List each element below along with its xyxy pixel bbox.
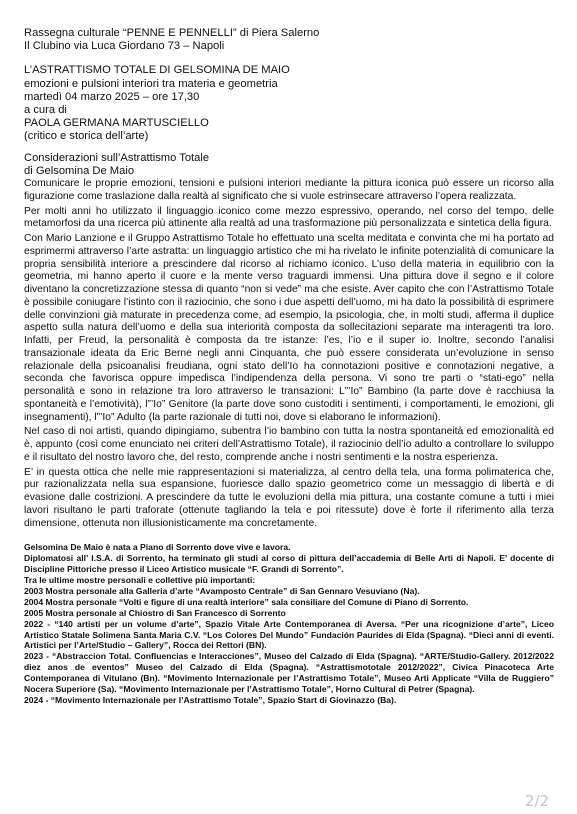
essay-paragraph: Nel caso di noi artisti, quando dipingiamo, subentra l’io bambino con tutta la nostra spontaneità ed emozionalità ed è, appunto (così come enunciato nei criteri dell’Astrattismo Totale), il raziocinio dell’io adulto a controllare lo sviluppo e il risultato del nostro lavoro che, del resto, comprende anche i nostri sentimenti e la nostra esperienza. (24, 426, 554, 463)
bio-line: Tra le ultime mostre personali e collettive più importanti: (24, 575, 256, 585)
essay-paragraph: Con Mario Lanzione e il Gruppo Astrattismo Totale ho effettuato una scelta meditata e convinta che mi ha portato ad esprimermi attraverso l’arte astratta: un linguaggio artistico che mi ha rivelato le infinite potenzialità di comunicare la propria sensibilità interiore a prescindere dal ricorso al richiamo iconico. L’uso della materia in equilibrio con la geometria, mi hanno aperto il cuore e la mente verso traguardi immensi. Una pittura dove il segno e il colore diventano la concretizzazione stessa di quanto “non si vede” ma che esiste. Aver capito che con l’Astrattismo Totale è possibile coniugare l’istinto con il raziocinio, che sono i due aspetti dell’uomo, mi ha dato la possibilità di esprimere delle convinzioni già maturate in precedenza come, ad esempio, la psicologia, che, in molti studi, afferma il duplice aspetto sulla natura dell’uomo e della sua interiorità composta da sollecitazioni separate ma interagenti tra loro. Infatti, per Freud, la personalità è composta da tre istanze: l’es, l’io e il super io. Inoltre, secondo l’analisi transazionale ideata da Eric Berne negli anni Cinquanta, che può essere considerata un’evoluzione in senso relazionale della psicoanalisi freudiana, ogni stato dell’Io ha connotazioni positive e connotazioni negative, a seconda che favorisca oppure impedisca l’indipendenza della persona. Vi sono tre parti o “stati-ego” nella personalità e sono in relazione tra loro attraverso le transazioni: L”’Io” Bambino (la parte dove è racchiusa la spontaneità e l’emotività), l”’Io” Genitore (la parte dove sono custoditi i sentimenti, i comportamenti, le emozioni, gli insegnamenti), l”’Io” Adulto (la parte razionale di tutti noi, dove si elaborano le informazioni). (24, 233, 554, 423)
event-block (24, 64, 554, 143)
bio-line: 2023 - “Abstraccion Total. Confluencias e Interacciones”, Museo del Calzado di Elda (Spagna). “ARTE/Studio-Gallery. 2012/2022 diez anos de eventos” Museo del Calzado di Elda (Spagna). “Astrattismototale 2012/2022”, Civica Pinacoteca Arte Contemporanea di Vitulano (Bn). “Movimento Internazionale per l’Astrattismo Totale”, Museo Arti Applicate “Villa de Ruggiero” Nocera Superiore (Sa). “Movimento Internazionale per l’Astrattismo Totale”, Horno Cultural di Petrer (Spagna). (24, 651, 554, 695)
bio-line: Gelsomina De Maio è nata a Piano di Sorrento dove vive e lavora. (24, 542, 291, 553)
biography (24, 542, 554, 706)
essay-title-block (24, 152, 554, 178)
curator-role: (critico e storica dell’arte) (24, 130, 149, 143)
essay-title: Considerazioni sull’Astrattismo Totale (24, 151, 210, 164)
event-title: L’ASTRATTISMO TOTALE DI GELSOMINA DE MAIO (24, 64, 290, 77)
bio-line: 2024 - “Movimento Internazionale per l’Astrattismo Totale”, Spazio Start di Giovinazzo (Ba). (24, 694, 397, 705)
bio-line: Diplomatosi all’ I.S.A. di Sorrento, ha terminato gli studi al corso di pittura dell’accademia di Belle Arti di Napoli. E’ docente di Discipline Pittoriche presso il Liceo Artistico musicale “F. Grandi di Sorrento”. (24, 553, 554, 575)
curated-by: a cura di (24, 104, 67, 117)
essay-paragraph: E’ in questa ottica che nelle mie rappresentazioni si materializza, al centro della tela, una forma polimaterica che, pur razionalizzata nella sua espansione, fuoriesce dallo spazio geometrico come un messaggio di libertà e di evasione dalle costrizioni. A prescindere da tutte le evoluzioni della mia pittura, una costante comune a tutti i miei lavori risultano le parti traforate (ottenute tagliando la tela e poi ritessute) dove è forte il riferimento alla terza dimensione, ottenuta non illusionisticamente ma concretamente. (24, 466, 554, 529)
essay-author: di Gelsomina De Maio (24, 164, 135, 177)
header-line-2: Il Clubino via Luca Giordano 73 – Napoli (24, 40, 225, 53)
bio-line: 2022 - “140 artisti per un volume d’arte”, Spazio Vitale Arte Contemporanea di Aversa. “Per una ricognizione d’arte”, Liceo Artistico Statale Solimena Santa Maria C.V. “Los Colores Del Mundo” Fundación Paurides di Elda (Spagna). “Dieci anni di eventi. Artistici per l’Arte/Studio – Gallery”, Rocca dei Rettori (BN). (24, 618, 554, 651)
bio-line: 2004 Mostra personale “Volti e figure di una realtà interiore” sala consiliare del Comune di Piano di Sorrento. (24, 596, 469, 607)
document-page (24, 27, 554, 706)
event-date: martedì 04 marzo 2025 – ore 17,30 (24, 90, 200, 103)
page-number: 2/2 (525, 792, 550, 810)
bio-line: 2005 Mostra personale al Chiostro di San Francesco di Sorrento (24, 607, 286, 618)
header-block (24, 27, 554, 53)
curator-name: PAOLA GERMANA MARTUSCIELLO (24, 117, 209, 130)
essay-body (24, 178, 554, 530)
event-subtitle: emozioni e pulsioni interiori tra materia e geometria (24, 77, 278, 90)
header-line-1: Rassegna culturale “PENNE E PENNELLI” di Piera Salerno (24, 27, 320, 39)
essay-paragraph: Per molti anni ho utilizzato il linguaggio iconico come mezzo espressivo, operando, nel corso del tempo, delle metamorfosi da una ricerca più attinente alla realtà ad una trasformazione più personalizzata e sintetica della figura. (24, 205, 554, 230)
essay-paragraph: Comunicare le proprie emozioni, tensioni e pulsioni interiori mediante la pittura iconica può essere un ricorso alla figurazione come traslazione dalla realtà al significato che si vuole estrinsecare attraverso l’opera realizzata. (24, 178, 554, 202)
bio-line: 2003 Mostra personale alla Galleria d’arte “Avamposto Centrale” di San Gennaro Vesuviano (Na). (24, 585, 420, 596)
